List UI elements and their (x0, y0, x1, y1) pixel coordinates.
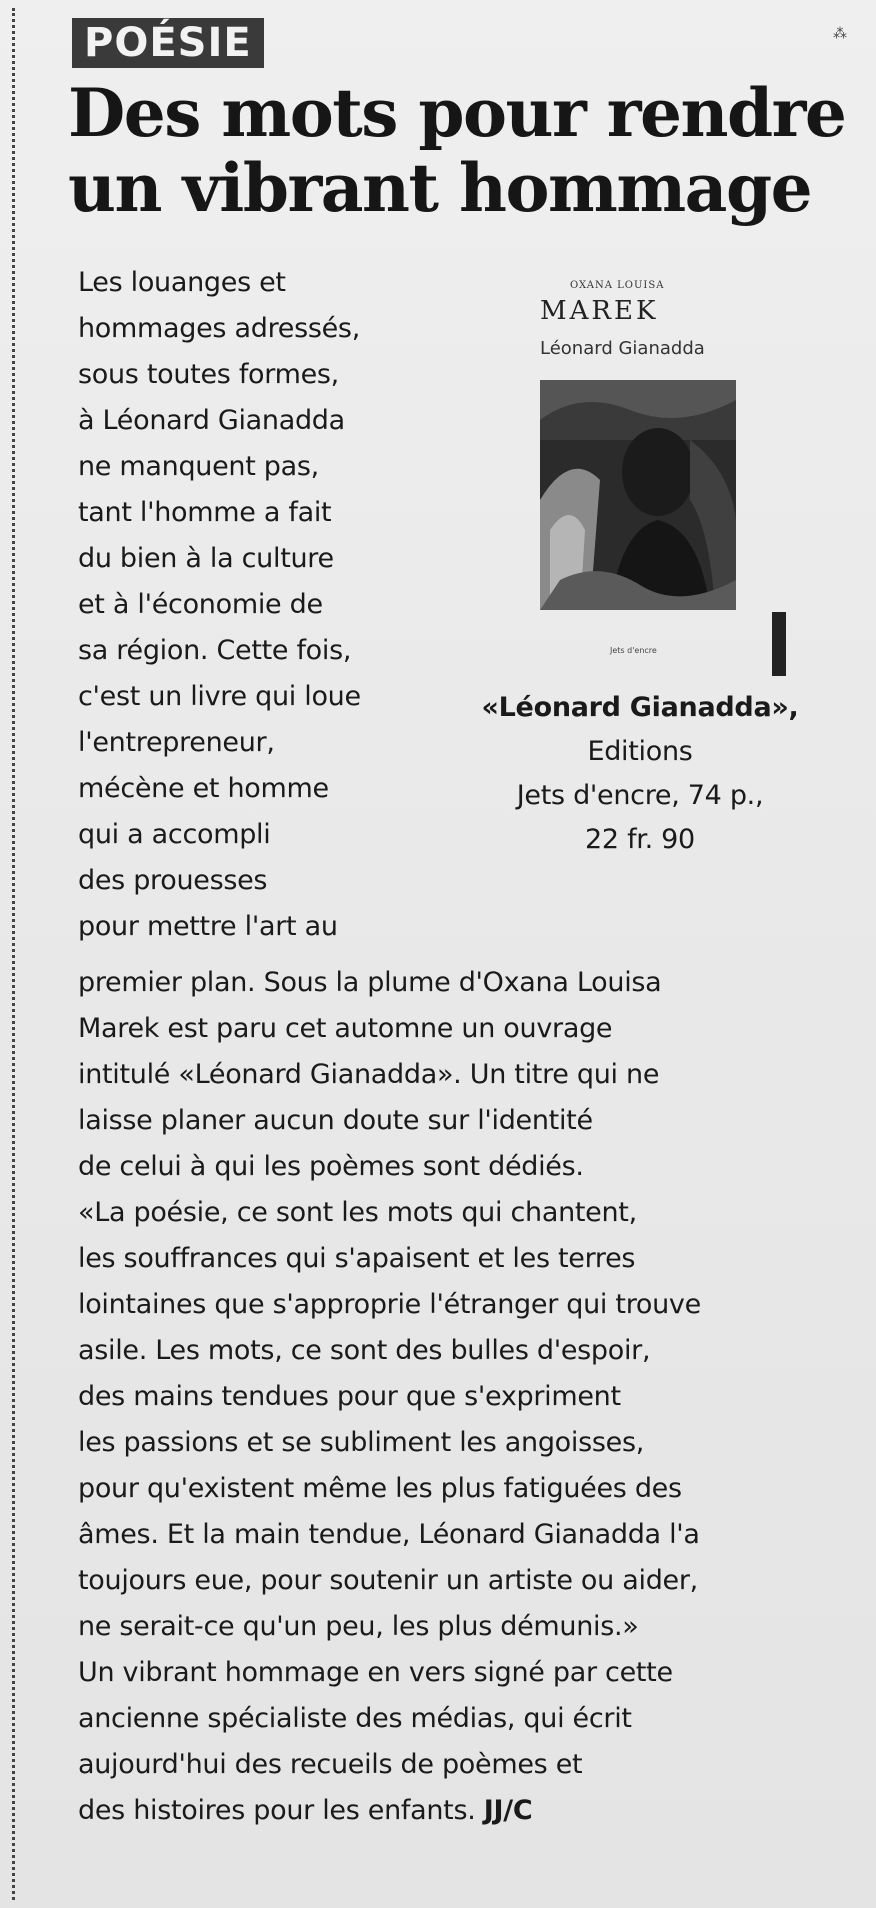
text-line: c'est un livre qui loue (78, 681, 361, 712)
dotted-cut-line (12, 8, 15, 1900)
section-rubric: POÉSIE (72, 18, 264, 68)
text-line: l'entrepreneur, (78, 727, 275, 758)
text-line: «La poésie, ce sont les mots qui chantent, (78, 1197, 637, 1228)
text-line: pour mettre l'art au (78, 911, 338, 942)
text-line: mécène et homme (78, 773, 329, 804)
book-cover-title: MAREK (540, 296, 659, 326)
caption-title: «Léonard Gianadda», (481, 692, 799, 723)
text-line: lointaines que s'approprie l'étranger qui trouve (78, 1289, 701, 1320)
book-cover-author: OXANA LOUISA (570, 280, 665, 291)
text-line: Les louanges et (78, 267, 286, 298)
text-line: Marek est paru cet automne un ouvrage (78, 1013, 613, 1044)
text-line: de celui à qui les poèmes sont dédiés. (78, 1151, 584, 1182)
text-line: des mains tendues pour que s'expriment (78, 1381, 621, 1412)
text-line: qui a accompli (78, 819, 271, 850)
text-line: les souffrances qui s'apaisent et les terres (78, 1243, 636, 1274)
caption-line: 22 fr. 90 (585, 824, 695, 855)
headline-line: un vibrant hommage (68, 149, 812, 227)
text-line: ne manquent pas, (78, 451, 319, 482)
corner-mark: ⁂ (833, 26, 848, 42)
author-signature: JJ/C (483, 1795, 533, 1826)
text-line: tant l'homme a fait (78, 497, 332, 528)
text-line: laisse planer aucun doute sur l'identité (78, 1105, 593, 1136)
text-line: Un vibrant hommage en vers signé par cette (78, 1657, 673, 1688)
text-line: intitulé «Léonard Gianadda». Un titre qui ne (78, 1059, 660, 1090)
caption-line: Jets d'encre, 74 p., (516, 780, 764, 811)
book-cover-photo (540, 380, 736, 610)
book-cover-subtitle: Léonard Gianadda (540, 338, 705, 359)
text-line: sous toutes formes, (78, 359, 339, 390)
book-spine-mark (772, 612, 786, 676)
article-intro-column (78, 260, 408, 950)
text-line: asile. Les mots, ce sont des bulles d'espoir, (78, 1335, 651, 1366)
text-line: hommages adressés, (78, 313, 360, 344)
text-line: les passions et se subliment les angoisses, (78, 1427, 644, 1458)
text-line: pour qu'existent même les plus fatiguées des (78, 1473, 682, 1504)
text-line: âmes. Et la main tendue, Léonard Gianadda l'a (78, 1519, 700, 1550)
article-body (78, 960, 858, 1834)
text-line: aujourd'hui des recueils de poèmes et (78, 1749, 583, 1780)
text-line-last: des histoires pour les enfants. (78, 1795, 476, 1826)
book-cover-publisher: Jets d'encre (610, 646, 657, 655)
text-line: à Léonard Gianadda (78, 405, 345, 436)
text-line: des prouesses (78, 865, 268, 896)
book-caption (450, 686, 830, 862)
text-line: et à l'économie de (78, 589, 323, 620)
text-line: sa région. Cette fois, (78, 635, 352, 666)
article-headline (68, 76, 858, 226)
text-line: premier plan. Sous la plume d'Oxana Louisa (78, 967, 662, 998)
text-line: toujours eue, pour soutenir un artiste ou aider, (78, 1565, 698, 1596)
text-line-final (78, 1788, 858, 1834)
text-line: du bien à la culture (78, 543, 334, 574)
text-line: ancienne spécialiste des médias, qui écrit (78, 1703, 632, 1734)
text-line: ne serait-ce qu'un peu, les plus démunis.» (78, 1611, 639, 1642)
caption-line: Editions (587, 736, 693, 767)
headline-line: Des mots pour rendre (68, 74, 846, 152)
book-cover (540, 280, 740, 660)
